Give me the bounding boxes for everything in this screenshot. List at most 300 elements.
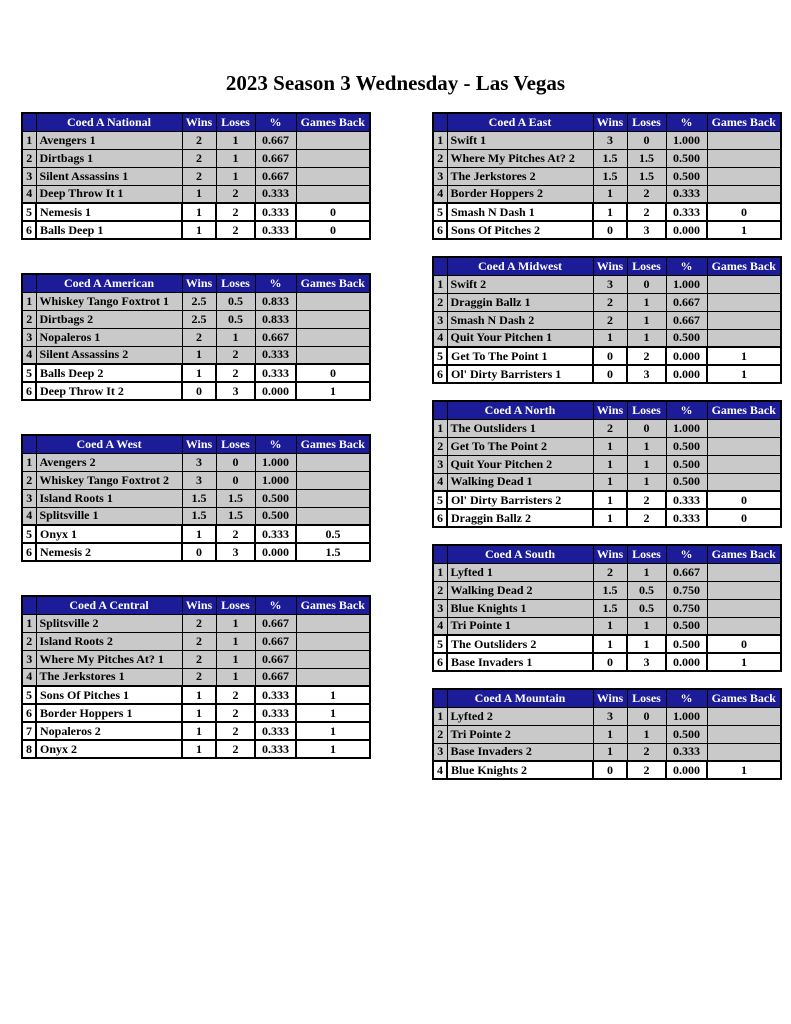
rank-cell: 5 (433, 203, 447, 221)
pct-cell: 0.500 (666, 455, 707, 473)
rank-cell: 2 (433, 725, 447, 743)
division-title: Coed A North (447, 401, 593, 419)
rank-cell: 3 (22, 489, 36, 507)
standings-table-coed-a-south (432, 544, 782, 672)
header-row (433, 689, 781, 707)
standings-sheet (0, 112, 791, 780)
team-row (433, 509, 781, 527)
games-back-cell (296, 292, 370, 310)
pct-cell: 0.333 (255, 722, 296, 740)
wins-cell: 2 (593, 419, 627, 437)
wins-cell: 0 (182, 382, 216, 400)
team-row (433, 581, 781, 599)
games-back-cell (296, 614, 370, 632)
loses-cell: 3 (627, 365, 666, 383)
pct-cell: 0.667 (255, 167, 296, 185)
pct-column-header: % (255, 113, 296, 131)
rank-cell: 5 (433, 635, 447, 653)
team-row (433, 419, 781, 437)
wins-cell: 1 (593, 437, 627, 455)
wins-cell: 0 (593, 653, 627, 671)
team-row (22, 722, 370, 740)
loses-column-header: Loses (216, 274, 255, 292)
team-row (433, 707, 781, 725)
header-row (433, 257, 781, 275)
team-row (22, 310, 370, 328)
team-row (22, 328, 370, 346)
team-row (22, 525, 370, 543)
pct-column-header: % (255, 435, 296, 453)
team-name-cell: Where My Pitches At? 2 (447, 149, 593, 167)
loses-cell: 1 (627, 311, 666, 329)
loses-cell: 1 (627, 293, 666, 311)
rank-cell: 5 (433, 491, 447, 509)
wins-cell: 3 (593, 275, 627, 293)
loses-column-header: Loses (216, 113, 255, 131)
games-back-cell: 1 (296, 740, 370, 758)
games-back-cell: 1 (296, 382, 370, 400)
team-name-cell: The Jerkstores 1 (36, 668, 182, 686)
team-name-cell: Sons Of Pitches 1 (36, 686, 182, 704)
games-back-cell (296, 489, 370, 507)
loses-cell: 2 (216, 185, 255, 203)
team-row (433, 131, 781, 149)
loses-cell: 2 (216, 686, 255, 704)
standings-table-coed-a-midwest (432, 256, 782, 384)
loses-column-header: Loses (627, 257, 666, 275)
header-row (22, 274, 370, 292)
loses-cell: 0.5 (216, 310, 255, 328)
loses-cell: 1 (627, 617, 666, 635)
team-row (433, 329, 781, 347)
games-back-cell (296, 149, 370, 167)
games-back-cell: 0 (707, 509, 781, 527)
pct-cell: 0.333 (255, 221, 296, 239)
games-back-cell: 0 (707, 635, 781, 653)
pct-column-header: % (666, 113, 707, 131)
pct-column-header: % (666, 689, 707, 707)
pct-cell: 0.667 (255, 149, 296, 167)
rank-column-corner (22, 435, 36, 453)
team-name-cell: Draggin Ballz 1 (447, 293, 593, 311)
wins-cell: 1 (593, 203, 627, 221)
standings-table-coed-a-national (21, 112, 371, 240)
team-name-cell: Silent Assassins 2 (36, 346, 182, 364)
page-title: 2023 Season 3 Wednesday - Las Vegas (225, 71, 566, 95)
pct-column-header: % (255, 596, 296, 614)
standings-table-coed-a-west (21, 434, 371, 562)
rank-cell: 4 (433, 329, 447, 347)
team-name-cell: Quit Your Pitchen 2 (447, 455, 593, 473)
team-name-cell: Dirtbags 1 (36, 149, 182, 167)
games-back-cell (296, 346, 370, 364)
team-row (433, 761, 781, 779)
pct-cell: 1.000 (666, 707, 707, 725)
games-back-cell (707, 563, 781, 581)
loses-cell: 1 (627, 437, 666, 455)
loses-cell: 1 (216, 131, 255, 149)
loses-cell: 2 (627, 761, 666, 779)
rank-cell: 6 (433, 509, 447, 527)
team-name-cell: Border Hoppers 2 (447, 185, 593, 203)
loses-cell: 1 (627, 455, 666, 473)
games-back-cell: 0 (296, 203, 370, 221)
team-name-cell: Dirtbags 2 (36, 310, 182, 328)
pct-cell: 0.333 (255, 704, 296, 722)
rank-cell: 2 (22, 149, 36, 167)
rank-column-corner (22, 113, 36, 131)
wins-cell: 1 (182, 686, 216, 704)
loses-cell: 1.5 (216, 489, 255, 507)
games-back-cell: 0 (296, 364, 370, 382)
team-name-cell: Avengers 1 (36, 131, 182, 149)
rank-cell: 2 (433, 149, 447, 167)
pct-cell: 1.000 (666, 419, 707, 437)
games-back-cell: 1 (707, 761, 781, 779)
rank-column-corner (433, 689, 447, 707)
wins-cell: 1.5 (593, 581, 627, 599)
team-row (22, 471, 370, 489)
team-name-cell: Balls Deep 2 (36, 364, 182, 382)
pct-cell: 0.000 (255, 382, 296, 400)
loses-cell: 3 (216, 543, 255, 561)
header-row (22, 113, 370, 131)
wins-column-header: Wins (593, 401, 627, 419)
team-row (433, 311, 781, 329)
wins-cell: 1 (182, 722, 216, 740)
games-back-column-header: Games Back (707, 113, 781, 131)
wins-cell: 2 (182, 167, 216, 185)
games-back-cell (296, 471, 370, 489)
team-row (22, 453, 370, 471)
games-back-column-header: Games Back (296, 274, 370, 292)
team-name-cell: Swift 2 (447, 275, 593, 293)
pct-cell: 1.000 (666, 131, 707, 149)
loses-cell: 0 (627, 707, 666, 725)
team-name-cell: Ol' Dirty Barristers 2 (447, 491, 593, 509)
team-name-cell: Avengers 2 (36, 453, 182, 471)
loses-cell: 1 (627, 563, 666, 581)
rank-cell: 2 (433, 581, 447, 599)
team-name-cell: Border Hoppers 1 (36, 704, 182, 722)
wins-cell: 1.5 (593, 599, 627, 617)
team-name-cell: The Jerkstores 2 (447, 167, 593, 185)
loses-column-header: Loses (627, 113, 666, 131)
rank-cell: 3 (433, 455, 447, 473)
games-back-cell (707, 707, 781, 725)
rank-cell: 2 (433, 293, 447, 311)
wins-cell: 2 (593, 563, 627, 581)
team-row (433, 365, 781, 383)
team-row (433, 185, 781, 203)
team-row (22, 614, 370, 632)
rank-cell: 5 (22, 525, 36, 543)
wins-cell: 1 (593, 509, 627, 527)
loses-cell: 0.5 (216, 292, 255, 310)
pct-cell: 0.333 (666, 185, 707, 203)
header-row (22, 596, 370, 614)
pct-cell: 0.500 (255, 489, 296, 507)
wins-cell: 1 (593, 725, 627, 743)
rank-cell: 1 (22, 614, 36, 632)
pct-cell: 0.500 (666, 329, 707, 347)
team-name-cell: Deep Throw It 2 (36, 382, 182, 400)
pct-cell: 0.667 (666, 563, 707, 581)
team-name-cell: Walking Dead 1 (447, 473, 593, 491)
rank-cell: 3 (22, 167, 36, 185)
team-name-cell: Nopaleros 2 (36, 722, 182, 740)
loses-cell: 1 (627, 329, 666, 347)
games-back-cell (296, 668, 370, 686)
team-row (22, 292, 370, 310)
team-name-cell: Tri Pointe 1 (447, 617, 593, 635)
pct-cell: 0.000 (666, 761, 707, 779)
team-name-cell: Nemesis 1 (36, 203, 182, 221)
pct-cell: 0.833 (255, 292, 296, 310)
pct-cell: 0.500 (666, 617, 707, 635)
team-row (433, 725, 781, 743)
division-title: Coed A National (36, 113, 182, 131)
wins-cell: 1 (182, 740, 216, 758)
rank-cell: 1 (433, 563, 447, 581)
team-row (433, 617, 781, 635)
division-title: Coed A Mountain (447, 689, 593, 707)
loses-cell: 0.5 (627, 581, 666, 599)
team-name-cell: Whiskey Tango Foxtrot 2 (36, 471, 182, 489)
rank-cell: 3 (22, 650, 36, 668)
team-row (433, 167, 781, 185)
wins-cell: 3 (182, 453, 216, 471)
games-back-cell (707, 131, 781, 149)
team-name-cell: The Outsliders 1 (447, 419, 593, 437)
pct-column-header: % (666, 257, 707, 275)
team-name-cell: Nopaleros 1 (36, 328, 182, 346)
wins-column-header: Wins (182, 113, 216, 131)
pct-cell: 0.333 (255, 686, 296, 704)
team-name-cell: Balls Deep 1 (36, 221, 182, 239)
games-back-column-header: Games Back (707, 257, 781, 275)
loses-cell: 1 (216, 668, 255, 686)
pct-cell: 1.000 (255, 471, 296, 489)
wins-cell: 0 (593, 347, 627, 365)
wins-cell: 2 (182, 650, 216, 668)
rank-cell: 7 (22, 722, 36, 740)
wins-cell: 0 (593, 221, 627, 239)
games-back-cell (296, 131, 370, 149)
team-name-cell: Get To The Point 2 (447, 437, 593, 455)
pct-cell: 0.000 (666, 347, 707, 365)
team-row (22, 346, 370, 364)
wins-cell: 3 (182, 471, 216, 489)
rank-cell: 4 (433, 617, 447, 635)
division-title: Coed A Central (36, 596, 182, 614)
games-back-cell (296, 650, 370, 668)
loses-cell: 1 (216, 632, 255, 650)
pct-cell: 0.333 (255, 185, 296, 203)
wins-cell: 0 (593, 761, 627, 779)
loses-cell: 1.5 (216, 507, 255, 525)
wins-column-header: Wins (593, 257, 627, 275)
team-name-cell: Tri Pointe 2 (447, 725, 593, 743)
loses-cell: 0 (216, 453, 255, 471)
rank-cell: 3 (22, 328, 36, 346)
wins-cell: 1 (182, 525, 216, 543)
games-back-cell (707, 293, 781, 311)
pct-cell: 0.667 (255, 650, 296, 668)
wins-cell: 0 (182, 543, 216, 561)
loses-cell: 0.5 (627, 599, 666, 617)
pct-cell: 0.750 (666, 599, 707, 617)
loses-cell: 1 (216, 167, 255, 185)
games-back-cell (707, 743, 781, 761)
rank-cell: 2 (22, 310, 36, 328)
rank-cell: 6 (22, 382, 36, 400)
games-back-cell (707, 167, 781, 185)
rank-cell: 4 (433, 185, 447, 203)
games-back-cell (296, 328, 370, 346)
team-row (433, 149, 781, 167)
loses-column-header: Loses (627, 689, 666, 707)
team-name-cell: Blue Knights 1 (447, 599, 593, 617)
team-row (22, 185, 370, 203)
rank-cell: 3 (433, 167, 447, 185)
rank-cell: 1 (22, 453, 36, 471)
team-name-cell: Lyfted 2 (447, 707, 593, 725)
wins-column-header: Wins (593, 689, 627, 707)
team-name-cell: Nemesis 2 (36, 543, 182, 561)
rank-cell: 6 (433, 653, 447, 671)
wins-cell: 2 (593, 293, 627, 311)
team-name-cell: Walking Dead 2 (447, 581, 593, 599)
wins-cell: 1 (182, 346, 216, 364)
pct-cell: 0.500 (666, 167, 707, 185)
loses-cell: 2 (627, 743, 666, 761)
pct-cell: 0.667 (255, 614, 296, 632)
rank-cell: 4 (433, 761, 447, 779)
loses-cell: 1 (216, 650, 255, 668)
rank-cell: 6 (433, 365, 447, 383)
pct-cell: 0.500 (666, 635, 707, 653)
team-name-cell: Island Roots 1 (36, 489, 182, 507)
loses-cell: 2 (216, 346, 255, 364)
pct-cell: 0.333 (666, 509, 707, 527)
loses-column-header: Loses (627, 545, 666, 563)
rank-column-corner (433, 545, 447, 563)
team-name-cell: Smash N Dash 2 (447, 311, 593, 329)
pct-cell: 0.333 (666, 203, 707, 221)
team-row (433, 563, 781, 581)
team-row (22, 489, 370, 507)
wins-cell: 2 (182, 632, 216, 650)
games-back-cell (296, 632, 370, 650)
games-back-cell: 1 (707, 347, 781, 365)
team-row (22, 149, 370, 167)
rank-cell: 6 (22, 221, 36, 239)
games-back-cell: 1 (296, 722, 370, 740)
loses-cell: 1 (627, 473, 666, 491)
rank-column-corner (433, 401, 447, 419)
rank-cell: 5 (22, 203, 36, 221)
team-name-cell: Blue Knights 2 (447, 761, 593, 779)
loses-cell: 2 (216, 704, 255, 722)
team-name-cell: Splitsville 2 (36, 614, 182, 632)
games-back-column-header: Games Back (707, 401, 781, 419)
loses-cell: 2 (216, 740, 255, 758)
division-title: Coed A West (36, 435, 182, 453)
rank-cell: 8 (22, 740, 36, 758)
games-back-cell (707, 617, 781, 635)
wins-cell: 2 (182, 668, 216, 686)
loses-cell: 3 (216, 382, 255, 400)
wins-cell: 1.5 (182, 489, 216, 507)
rank-cell: 5 (22, 686, 36, 704)
pct-cell: 0.000 (666, 653, 707, 671)
games-back-cell (707, 725, 781, 743)
wins-column-header: Wins (593, 545, 627, 563)
rank-cell: 2 (433, 437, 447, 455)
rank-cell: 1 (22, 292, 36, 310)
pct-cell: 0.333 (666, 491, 707, 509)
loses-cell: 0 (627, 131, 666, 149)
team-row (22, 221, 370, 239)
games-back-cell: 1 (296, 704, 370, 722)
wins-cell: 2 (593, 311, 627, 329)
loses-cell: 2 (216, 221, 255, 239)
division-title: Coed A Midwest (447, 257, 593, 275)
wins-cell: 1 (593, 473, 627, 491)
pct-cell: 0.000 (255, 543, 296, 561)
pct-cell: 0.333 (255, 525, 296, 543)
team-row (433, 653, 781, 671)
loses-cell: 1.5 (627, 149, 666, 167)
loses-cell: 1 (216, 149, 255, 167)
games-back-cell: 1 (707, 365, 781, 383)
loses-cell: 1 (627, 635, 666, 653)
pct-cell: 0.333 (255, 740, 296, 758)
loses-cell: 0 (216, 471, 255, 489)
wins-cell: 1 (182, 221, 216, 239)
rank-column-corner (22, 596, 36, 614)
division-title: Coed A American (36, 274, 182, 292)
rank-cell: 1 (433, 419, 447, 437)
loses-cell: 0 (627, 419, 666, 437)
wins-cell: 2.5 (182, 310, 216, 328)
wins-cell: 2 (182, 614, 216, 632)
rank-cell: 6 (433, 221, 447, 239)
loses-column-header: Loses (627, 401, 666, 419)
team-name-cell: Lyfted 1 (447, 563, 593, 581)
pct-cell: 0.667 (666, 293, 707, 311)
games-back-cell (707, 185, 781, 203)
pct-column-header: % (666, 545, 707, 563)
wins-cell: 1 (182, 203, 216, 221)
rank-cell: 3 (433, 743, 447, 761)
team-name-cell: Splitsville 1 (36, 507, 182, 525)
pct-cell: 0.500 (666, 437, 707, 455)
games-back-column-header: Games Back (296, 113, 370, 131)
games-back-column-header: Games Back (296, 435, 370, 453)
games-back-cell (707, 473, 781, 491)
team-row (433, 347, 781, 365)
team-row (433, 275, 781, 293)
team-name-cell: Ol' Dirty Barristers 1 (447, 365, 593, 383)
team-row (22, 364, 370, 382)
games-back-cell (707, 581, 781, 599)
rank-cell: 1 (433, 275, 447, 293)
wins-cell: 1 (182, 185, 216, 203)
division-title: Coed A South (447, 545, 593, 563)
wins-cell: 3 (593, 707, 627, 725)
